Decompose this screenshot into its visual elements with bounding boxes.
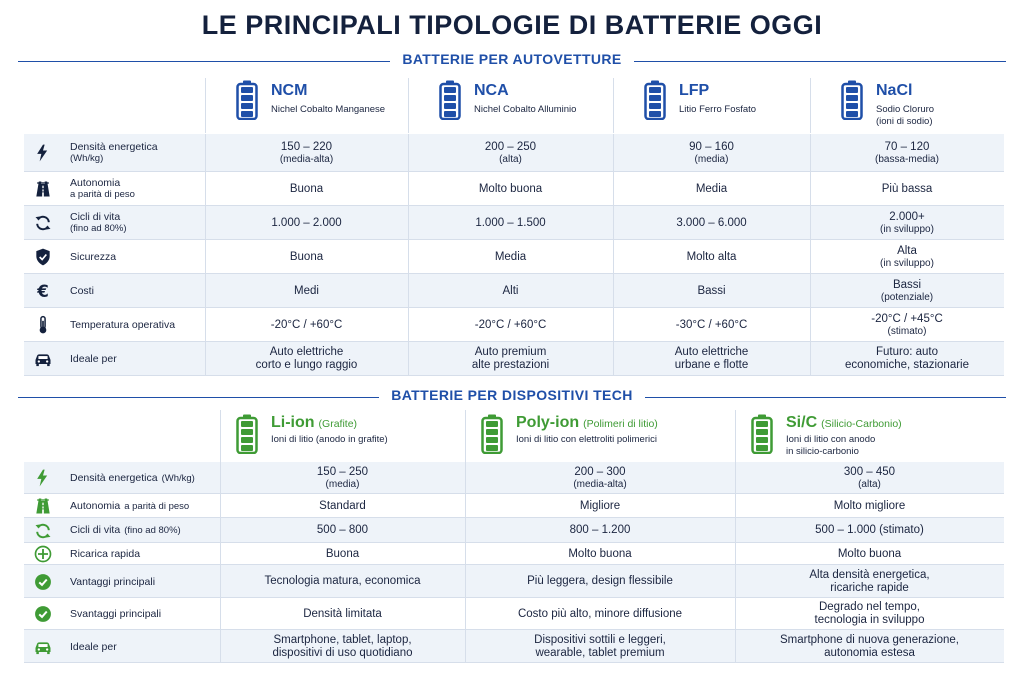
column-name: LFP [679,82,710,99]
cell-value: Buona [289,250,324,263]
cell-value: 2.000+ [889,210,925,223]
cell-value: Alta densità energetica, [809,568,930,581]
column-divider [205,274,206,308]
table-cell [220,565,465,598]
cell-value: 500 – 1.000 (stimato) [815,524,924,536]
cell-value: Migliore [579,499,621,512]
column-divider [810,342,811,376]
table-row [24,274,1004,308]
cell-value: Alta [897,244,917,257]
row-label-text: Vantaggi principali [70,575,156,588]
column-divider [735,462,736,494]
cell-value: Futuro: auto [875,346,938,358]
row-label-text: Cicli di vita [70,211,121,223]
table-cell [735,630,1004,663]
cell-value: Alti [502,284,519,297]
column-divider [465,630,466,663]
row-label-text: Ideale per [70,353,117,365]
table-cell [810,206,1004,240]
column-subtitle: Ioni di litio (anodo in grafite) [271,434,388,445]
column-divider [408,78,409,133]
column-header-nca [439,80,609,128]
column-name-paren: (Polimeri di litio) [583,418,658,430]
table-cell [205,134,408,172]
row-label-text: Temperatura operativa [70,319,176,331]
column-divider [735,565,736,598]
column-divider [613,206,614,240]
column-divider [465,598,466,630]
column-header-sic [751,414,991,458]
column-subtitle: Ioni di litio con anodo [786,434,876,445]
cell-note: (media-alta) [573,478,627,490]
row-label-subtext: (fino ad 80%) [70,223,127,234]
column-divider [205,172,206,206]
cell-value: Più bassa [881,182,933,195]
battery-icon [644,80,666,125]
column-divider [810,206,811,240]
table-cell [408,342,613,376]
cell-value: Media [695,182,728,195]
page-title: LE PRINCIPALI TIPOLOGIE DI BATTERIE OGGI [201,10,823,40]
column-divider [735,543,736,565]
cell-value: Degrado nel tempo, [818,601,920,613]
section-label-auto: BATTERIE PER AUTOVETTURE [390,51,633,67]
cell-value: Auto elettriche [674,346,749,358]
column-divider [220,598,221,630]
cell-value: Smartphone di nuova generazione, [779,633,959,646]
table-row [24,630,1004,663]
cell-value: Bassi [697,284,726,297]
table-cell [810,274,1004,308]
cell-value: Tecnologia matura, economica [264,575,421,587]
column-name-paren: (Silicio-Carbonio) [821,418,902,430]
column-header-ncm [236,80,406,128]
table-cell [810,308,1004,342]
column-name-group [271,414,357,432]
row-label-subtext: (Wh/kg) [161,472,195,484]
cell-value: Buona [325,547,360,560]
table-cell [408,240,613,274]
column-divider [220,518,221,543]
column-subtitle: Nichel Cobalto Manganese [271,104,386,115]
cell-value: Densità limitata [303,607,382,620]
table-cell [408,134,613,172]
section-heading-tech [18,387,1006,407]
column-divider [735,630,736,663]
cell-note: (media-alta) [279,153,334,165]
cell-value: Molto alta [686,250,737,263]
cell-value: Media [494,250,527,263]
battery-icon [751,414,773,459]
table-cell [205,206,408,240]
column-subtitle: Nichel Cobalto Alluminio [474,104,577,115]
column-header-nacl [841,80,1011,128]
table-cell [408,308,613,342]
battery-icon [236,414,258,459]
column-divider [613,172,614,206]
column-name: NaCl [876,82,913,99]
table-cell [810,342,1004,376]
table-cell [465,494,735,518]
cell-value: Buona [289,182,324,195]
cell-value: Auto premium [474,346,547,358]
cell-value: 90 – 160 [689,140,734,153]
column-name: Poly-ion [516,414,580,431]
cell-value: Medi [294,284,319,297]
battery-icon [236,80,258,125]
column-divider [613,78,614,133]
column-divider [408,206,409,240]
cell-value: Auto elettriche [269,346,344,358]
column-divider [735,518,736,543]
table-cell [205,308,408,342]
column-divider [220,630,221,663]
column-divider [735,494,736,518]
table-cell [735,543,1004,565]
cell-note: (media) [694,153,729,165]
cell-note: (in sviluppo) [880,223,934,235]
column-divider [613,240,614,274]
column-divider [220,410,221,462]
column-name: Si/C [786,414,818,431]
battery-icon [439,80,461,125]
cell-note: (potenziale) [880,291,934,303]
cell-value: Bassi [892,278,922,291]
cell-note: alte prestazioni [471,359,550,371]
table-cell [205,342,408,376]
cell-note: wearable, tablet premium [535,646,665,659]
cell-value: 1.000 – 2.000 [271,216,342,229]
table-cell [613,240,810,274]
column-divider [220,565,221,598]
cell-value: Smartphone, tablet, laptop, [273,633,412,646]
table-cell [220,518,465,543]
table-cell [220,462,465,494]
cell-note: economiche, stazionarie [844,359,969,371]
check-icon [32,571,54,593]
table-row [24,462,1004,494]
column-divider [465,410,466,462]
cell-value: 800 – 1.200 [569,524,631,536]
table-row [24,565,1004,598]
column-divider [810,308,811,342]
table-cell [735,494,1004,518]
table-cell [408,172,613,206]
cell-value: 200 – 250 [484,140,537,153]
cell-value: 150 – 250 [316,465,369,478]
cell-note: (media) [325,478,360,490]
column-divider [613,308,614,342]
table-cell [220,630,465,663]
column-divider [465,462,466,494]
cell-value: Dispositivi sottili e leggeri, [534,633,666,646]
euro-icon [32,280,54,302]
column-divider [613,274,614,308]
column-header-liion [236,414,476,458]
lightning-icon [32,142,54,164]
table-row [24,342,1004,376]
column-divider [408,240,409,274]
row-label-subtext: a parità di peso [124,500,190,512]
cell-note: dispositivi di uso quotidiano [272,646,413,659]
column-divider [465,565,466,598]
row-label-subtext: (Wh/kg) [70,153,104,164]
battery-icon [841,80,863,125]
row-divider [24,662,1004,663]
table-cell [220,543,465,565]
row-label-text: Densità energetica [70,471,158,484]
row-label-text: Ideale per [70,640,117,653]
table-row [24,134,1004,172]
column-divider [205,240,206,274]
column-name-group [786,414,902,432]
cell-note: (stimato) [887,325,927,337]
column-divider [613,342,614,376]
cell-value: -20°C / +60°C [474,318,547,331]
column-divider [205,342,206,376]
row-label-text: Densità energetica [70,141,158,153]
cycle-icon [32,520,54,542]
column-divider [220,494,221,518]
table-cell [735,565,1004,598]
table-cell [735,598,1004,630]
table-row [24,240,1004,274]
column-divider [408,308,409,342]
cell-value: 500 – 800 [316,524,369,536]
section-label-tech: BATTERIE PER DISPOSITIVI TECH [379,387,645,403]
column-header-polyion [481,414,721,458]
row-label-text: Svantaggi principali [70,608,162,620]
cell-value: 70 – 120 [884,140,930,153]
column-divider [408,134,409,172]
table-cell [205,274,408,308]
table-cell [613,206,810,240]
column-divider [408,172,409,206]
column-divider [465,543,466,565]
table-cell [408,206,613,240]
cell-note: ricariche rapide [830,581,909,594]
table-cell [735,518,1004,543]
cell-note: (alta) [858,478,881,490]
column-divider [810,78,811,133]
row-label-subtext: a parità di peso [70,189,135,200]
battery-icon [481,414,503,459]
table-cell [810,134,1004,172]
column-divider [810,172,811,206]
cell-note: (in sviluppo) [880,257,934,269]
table-cell [220,494,465,518]
row-label-text: Ricarica rapida [70,548,141,560]
cell-value: 1.000 – 1.500 [475,216,546,229]
column-divider [613,134,614,172]
column-divider [810,274,811,308]
column-subtitle: Sodio Cloruro [876,104,935,115]
column-divider [205,134,206,172]
column-divider [220,462,221,494]
table-row [24,543,1004,565]
cell-note: autonomia estesa [824,646,915,659]
cell-value: Molto buona [837,547,902,560]
table-cell [205,240,408,274]
column-header-lfp [644,80,814,128]
table-cell [205,172,408,206]
row-label-text: Autonomia [70,177,121,189]
cell-value: 200 – 300 [574,465,626,478]
column-name-paren: (Grafite) [318,418,358,430]
column-subtitle-2: in silicio-carbonio [786,446,859,457]
row-label-text: Cicli di vita [70,524,121,536]
cell-value: -30°C / +60°C [675,318,748,331]
table-cell [220,598,465,630]
svg-text:€: € [37,281,49,301]
column-divider [220,543,221,565]
table-row [24,172,1004,206]
table-cell [735,462,1004,494]
cell-value: 3.000 – 6.000 [676,216,747,229]
table-cell [613,342,810,376]
thermometer-icon [32,314,54,336]
column-name-group [516,414,658,432]
column-divider [205,78,206,133]
column-divider [735,598,736,630]
cell-value: Costo più alto, minore diffusione [517,607,683,620]
row-label-text: Autonomia [70,499,121,512]
table-cell [613,172,810,206]
cell-value: Molto migliore [833,499,906,512]
cell-value: -20°C / +45°C [871,312,943,325]
shield-icon [32,246,54,268]
table-row [24,518,1004,543]
table-cell [465,518,735,543]
cell-value: Molto buona [478,182,543,195]
cell-value: Molto buona [568,547,632,560]
table-cell [810,172,1004,206]
cell-value: 300 – 450 [843,465,896,478]
table-cell [613,308,810,342]
cell-note: urbane e flotte [674,359,749,371]
row-label-text: Costi [70,285,94,297]
cell-value: -20°C / +60°C [270,318,343,331]
column-divider [408,342,409,376]
column-name: NCA [474,82,509,99]
cell-value: Standard [319,499,366,512]
row-divider [24,375,1004,376]
cell-note: corto e lungo raggio [255,359,358,371]
column-name: NCM [271,82,308,99]
column-divider [408,274,409,308]
cell-value: 150 – 220 [280,140,333,153]
table-row [24,494,1004,518]
cell-value: Più leggera, design flessibile [527,575,673,587]
table-cell [613,274,810,308]
cell-note: tecnologia in sviluppo [814,614,925,626]
column-subtitle: Ioni di litio con elettroliti polimerici [516,434,657,445]
column-divider [810,134,811,172]
table-cell [465,462,735,494]
table-cell [465,543,735,565]
table-cell [408,274,613,308]
table-row [24,598,1004,630]
table-row [24,308,1004,342]
cell-note: (bassa-media) [875,153,939,165]
column-divider [205,308,206,342]
column-subtitle-2: (ioni di sodio) [876,116,933,127]
column-divider [465,518,466,543]
table-row [24,206,1004,240]
column-divider [205,206,206,240]
row-label-text: Sicurezza [70,251,117,263]
road-icon [32,495,54,517]
table-cell [465,630,735,663]
column-divider [735,410,736,462]
column-divider [465,494,466,518]
table-cell [465,565,735,598]
table-cell [465,598,735,630]
section-heading-auto [18,51,1006,71]
column-subtitle: Litio Ferro Fosfato [679,104,757,115]
table-cell [613,134,810,172]
fast-charge-icon [32,543,54,565]
car-icon [32,636,54,658]
car-icon [32,348,54,370]
lightning-icon [32,467,54,489]
road-icon [32,178,54,200]
check-icon [32,603,54,625]
column-divider [810,240,811,274]
column-name: Li-ion [271,414,315,431]
row-label-subtext: (fino ad 80%) [124,525,181,536]
table-cell [810,240,1004,274]
cycle-icon [32,212,54,234]
cell-note: (alta) [499,153,522,165]
